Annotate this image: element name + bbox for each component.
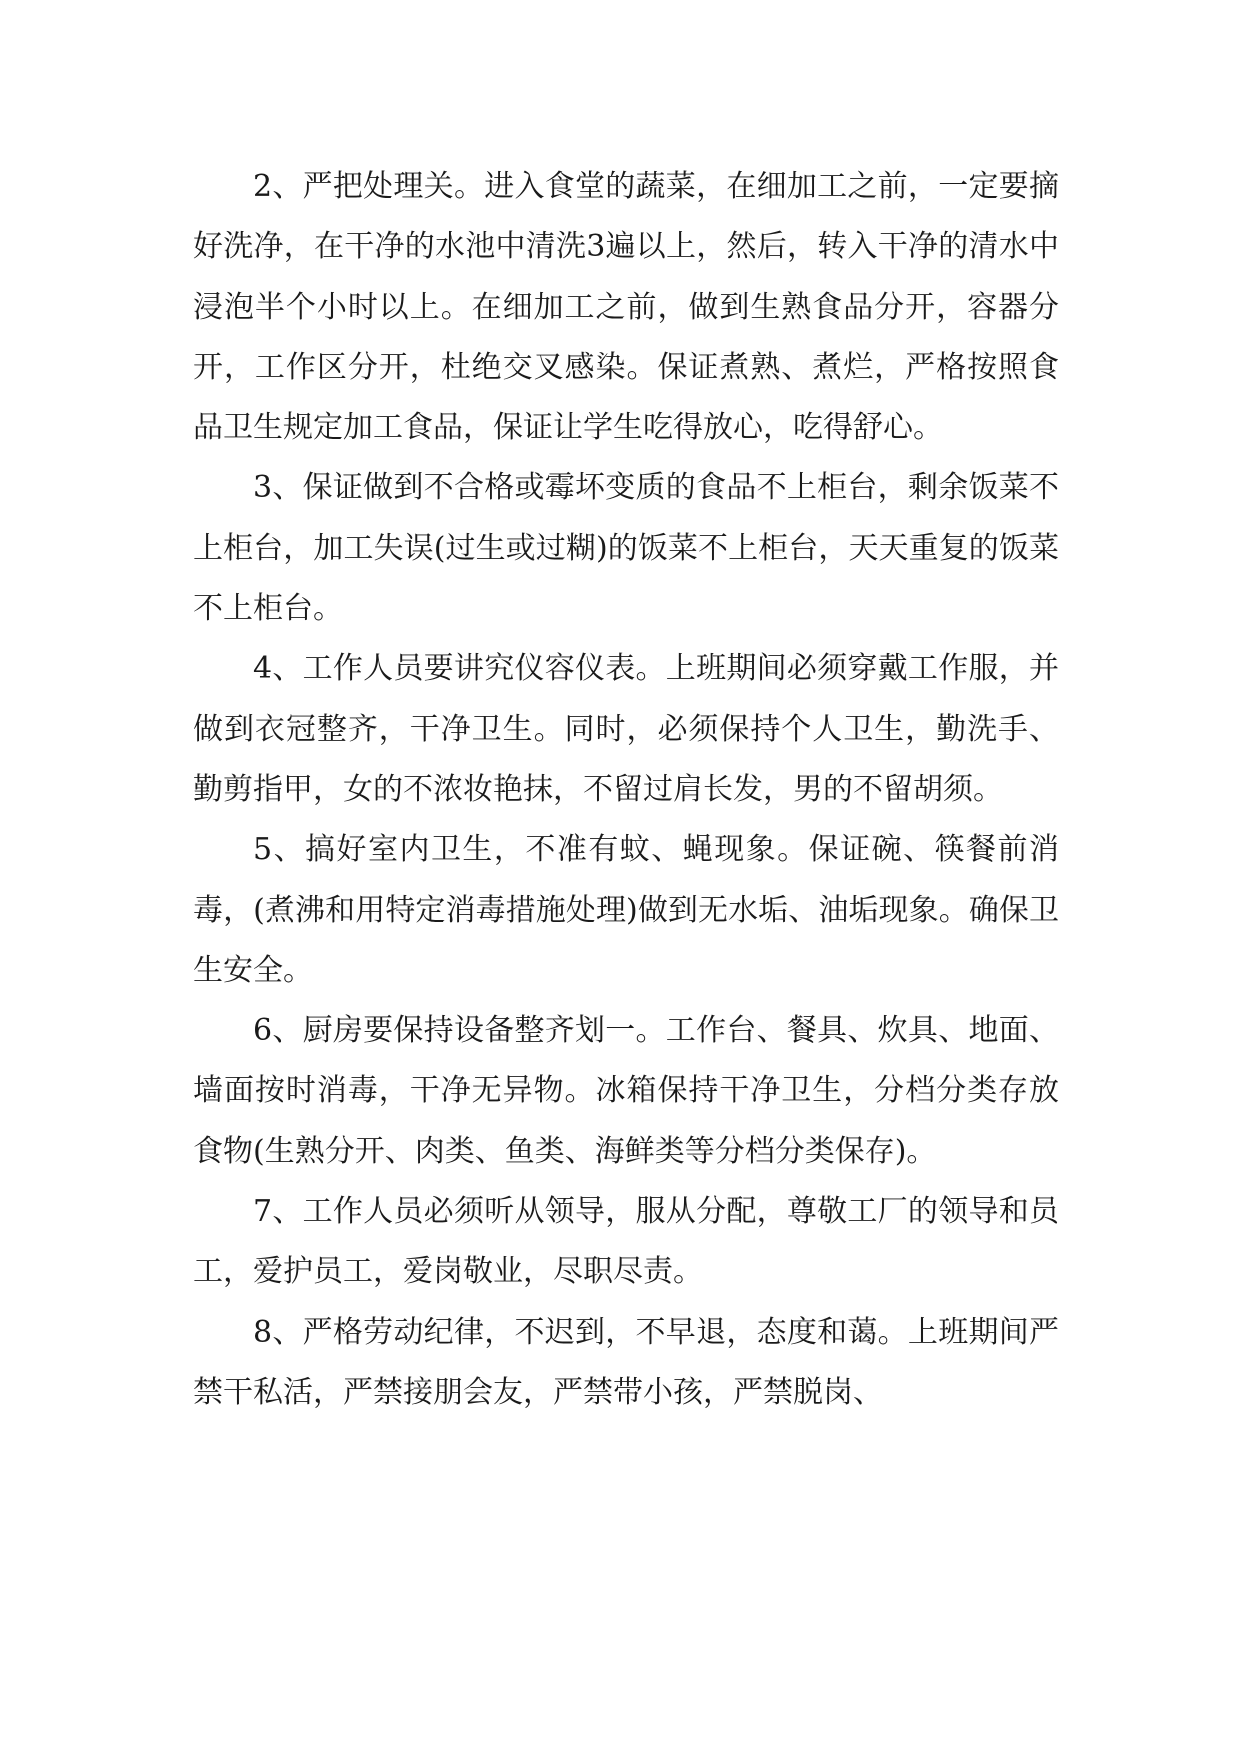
paragraph-5: 5、搞好室内卫生，不准有蚊、蝇现象。保证碗、筷餐前消毒，(煮沸和用特定消毒措施处理)做到无水垢、油垢现象。确保卫生安全。 [193, 832, 1059, 988]
paragraph-6: 6、厨房要保持设备整齐划一。工作台、餐具、炊具、地面、墙面按时消毒，干净无异物。冰箱保持干净卫生，分档分类存放食物(生熟分开、肉类、鱼类、海鲜类等分档分类保存)。 [193, 1013, 1059, 1169]
paragraph-7: 7、工作人员必须听从领导，服从分配，尊敬工厂的领导和员工，爱护员工，爱岗敬业，尽职尽责。 [193, 1194, 1059, 1290]
document-body [193, 157, 1059, 1423]
paragraph-4: 4、工作人员要讲究仪容仪表。上班期间必须穿戴工作服，并做到衣冠整齐，干净卫生。同时，必须保持个人卫生，勤洗手、勤剪指甲，女的不浓妆艳抹，不留过肩长发，男的不留胡须。 [193, 651, 1059, 807]
paragraph-8: 8、严格劳动纪律，不迟到，不早退，态度和蔼。上班期间严禁干私活，严禁接朋会友，严禁带小孩，严禁脱岗、 [193, 1314, 1059, 1410]
paragraph-2: 2、严把处理关。进入食堂的蔬菜，在细加工之前，一定要摘好洗净，在干净的水池中清洗3遍以上，然后，转入干净的清水中浸泡半个小时以上。在细加工之前，做到生熟食品分开，容器分开，工作区分开，杜绝交叉感染。保证煮熟、煮烂，严格按照食品卫生规定加工食品，保证让学生吃得放心，吃得舒心。 [193, 169, 1059, 446]
paragraph-3: 3、保证做到不合格或霉坏变质的食品不上柜台，剩余饭菜不上柜台，加工失误(过生或过糊)的饭菜不上柜台，天天重复的饭菜不上柜台。 [193, 470, 1059, 627]
